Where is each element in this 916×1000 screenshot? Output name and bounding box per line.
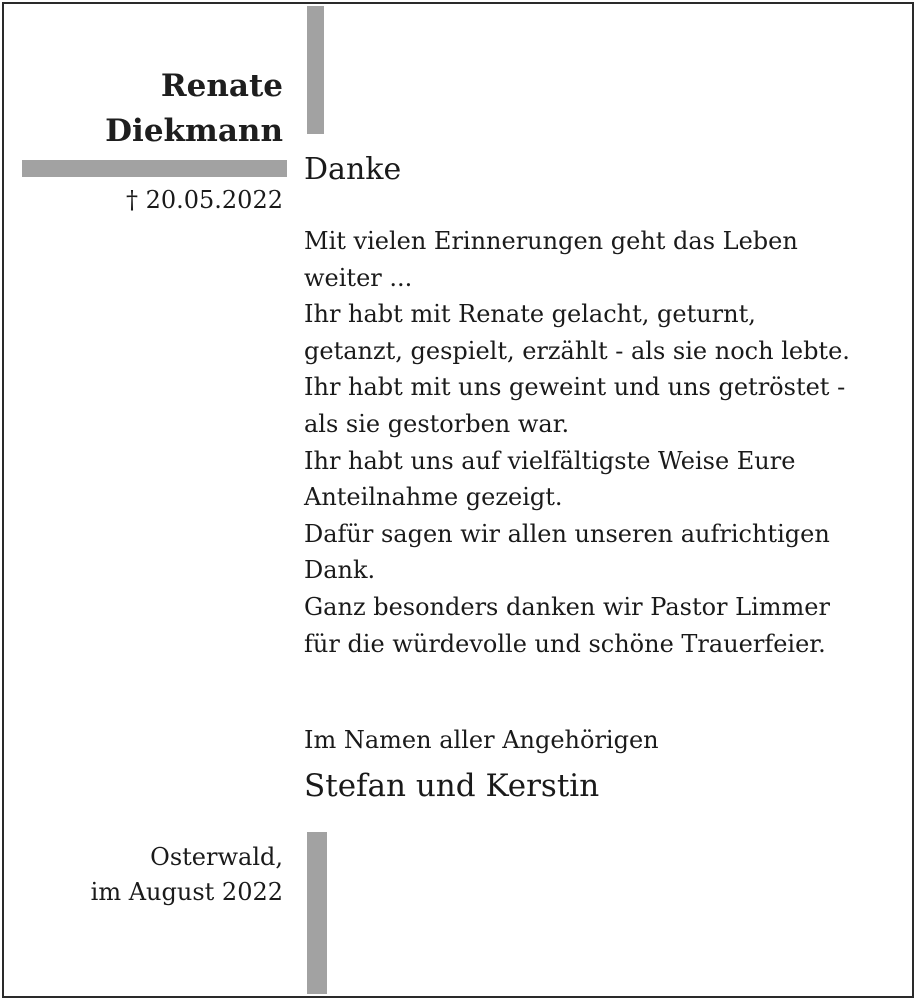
notice-heading: Danke <box>304 152 402 187</box>
signers: Stefan und Kerstin <box>304 768 600 804</box>
body-line: Dank. <box>304 556 376 585</box>
deceased-last-name: Diekmann <box>105 113 283 149</box>
body-line: getanzt, gespielt, erzählt - als sie noch lebte. <box>304 336 850 365</box>
death-date: 20.05.2022 <box>145 186 283 214</box>
place-city: Osterwald, <box>150 843 283 871</box>
body-line: Ihr habt uns auf vielfältigste Weise Eure <box>304 446 796 475</box>
closing-intro: Im Namen aller Angehörigen <box>304 726 659 754</box>
body-line: weiter ... <box>304 263 413 292</box>
place-month: im August 2022 <box>90 878 283 906</box>
cross-bar-bottom <box>307 832 327 994</box>
cross-bar-top <box>307 6 324 134</box>
body-line: Ihr habt mit uns geweint und uns getröstet - <box>304 373 846 402</box>
body-line: Dafür sagen wir allen unseren aufrichtigen <box>304 519 830 548</box>
body-line: Mit vielen Erinnerungen geht das Leben <box>304 227 798 255</box>
body-line: Ihr habt mit Renate gelacht, geturnt, <box>304 300 756 329</box>
deceased-first-name: Renate <box>160 68 283 104</box>
death-date-line <box>126 183 283 217</box>
body-line: für die würdevolle und schöne Trauerfeier. <box>304 629 826 658</box>
place-date <box>91 840 283 910</box>
cross-bar-horizontal <box>22 160 287 177</box>
notice-body <box>304 223 904 662</box>
dagger-icon: † <box>125 186 138 214</box>
body-line: als sie gestorben war. <box>304 409 570 438</box>
body-line: Ganz besonders danken wir Pastor Limmer <box>304 592 830 621</box>
body-line: Anteilnahme gezeigt. <box>304 483 563 512</box>
